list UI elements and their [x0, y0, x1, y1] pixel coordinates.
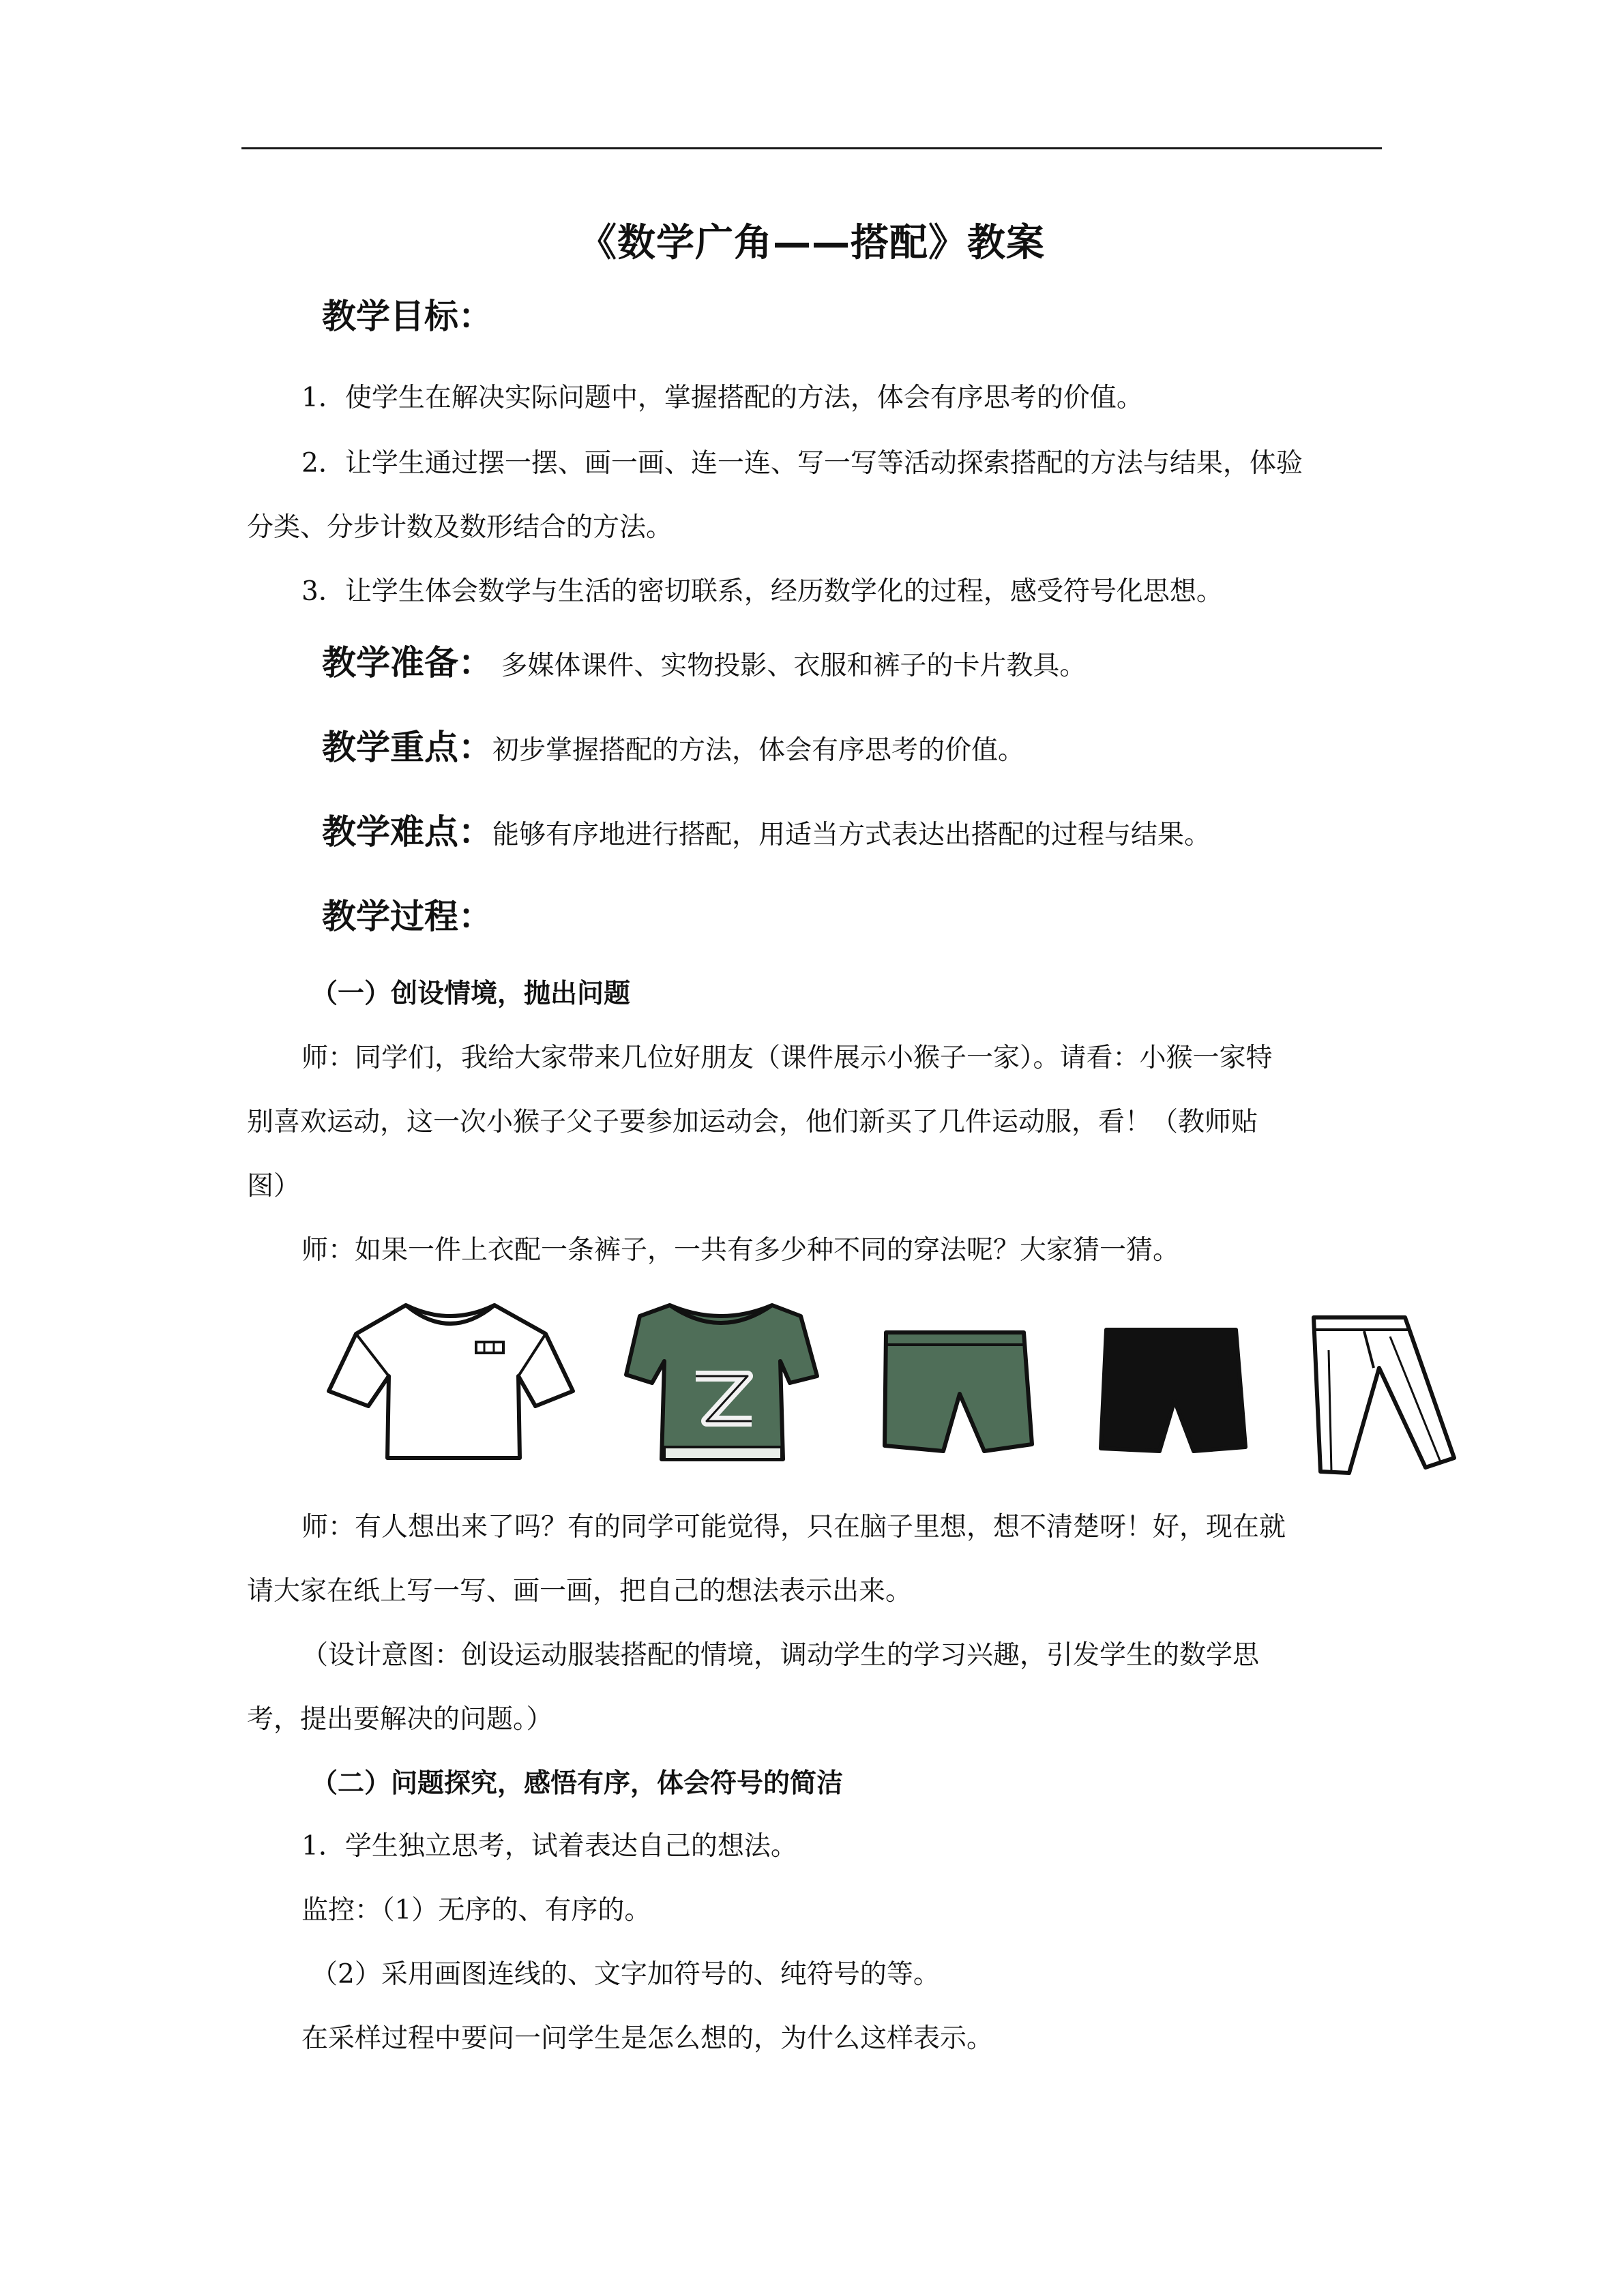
objective-2-line-1: 2．让学生通过摆一摆、画一画、连一连、写一写等活动探索搭配的方法与结果，体验 — [301, 448, 1303, 479]
black-shorts-icon — [1097, 1324, 1248, 1458]
section-1-title: （一）创设情境，抛出问题 — [311, 979, 631, 1009]
green-z-tshirt-icon — [622, 1296, 820, 1473]
section-2-monitor: 监控：（1）无序的、有序的。 — [301, 1895, 651, 1926]
section-2-sampling: 在采样过程中要问一问学生是怎么想的，为什么这样表示。 — [301, 2023, 994, 2054]
section-2-item-1: 1．学生独立思考，试着表达自己的想法。 — [301, 1831, 797, 1862]
section-1-p4-line-2: 考，提出要解决的问题。） — [247, 1704, 553, 1735]
difficulty-label: 教学难点： — [322, 812, 492, 852]
preparation-text: 多媒体课件、实物投影、衣服和裤子的卡片教具。 — [492, 651, 1087, 681]
key-point-text: 初步掌握搭配的方法，体会有序思考的价值。 — [492, 735, 1025, 766]
page-title: 《数学广角——搭配》教案 — [578, 221, 1045, 265]
key-point-row — [322, 728, 1025, 767]
section-1-p2: 师：如果一件上衣配一条裤子，一共有多少种不同的穿法呢？大家猜一猜。 — [301, 1235, 1180, 1266]
objective-1: 1．使学生在解决实际问题中，掌握搭配的方法，体会有序思考的价值。 — [301, 383, 1143, 413]
section-1-p1-line-2: 别喜欢运动，这一次小猴子父子要参加运动会，他们新买了几件运动服，看！（教师贴 — [247, 1107, 1258, 1137]
section-1-p3-line-2: 请大家在纸上写一写、画一画，把自己的想法表示出来。 — [247, 1576, 913, 1607]
objectives-heading: 教学目标： — [322, 297, 492, 336]
objective-2-line-2: 分类、分步计数及数形结合的方法。 — [247, 512, 673, 543]
key-point-label: 教学重点： — [322, 728, 492, 767]
green-shorts-icon — [875, 1326, 1039, 1462]
section-2-title: （二）问题探究，感悟有序，体会符号的简洁 — [311, 1768, 844, 1799]
difficulty-text: 能够有序地进行搭配，用适当方式表达出搭配的过程与结果。 — [492, 820, 1211, 850]
section-1-p4-line-1: （设计意图：创设运动服装搭配的情境，调动学生的学习兴趣，引发学生的数学思 — [301, 1640, 1260, 1671]
section-1-p1-line-3: 图） — [247, 1171, 301, 1202]
section-1-p3-line-1: 师：有人想出来了吗？有的同学可能觉得，只在脑子里想，想不清楚呀！好，现在就 — [301, 1512, 1286, 1542]
white-trousers-icon — [1308, 1309, 1460, 1480]
preparation-label: 教学准备： — [322, 643, 492, 683]
section-1-p1-line-1: 师：同学们，我给大家带来几位好朋友（课件展示小猴子一家）。请看：小猴一家特 — [301, 1043, 1273, 1073]
preparation-row — [322, 643, 1087, 683]
section-2-monitor-2: （2）采用画图连线的、文字加符号的、纯符号的等。 — [311, 1959, 940, 1990]
process-heading: 教学过程： — [322, 897, 492, 936]
header-rule — [241, 147, 1382, 149]
white-tshirt-icon — [321, 1289, 580, 1466]
difficulty-row — [322, 812, 1211, 852]
objective-3: 3．让学生体会数学与生活的密切联系，经历数学化的过程，感受符号化思想。 — [301, 576, 1223, 607]
